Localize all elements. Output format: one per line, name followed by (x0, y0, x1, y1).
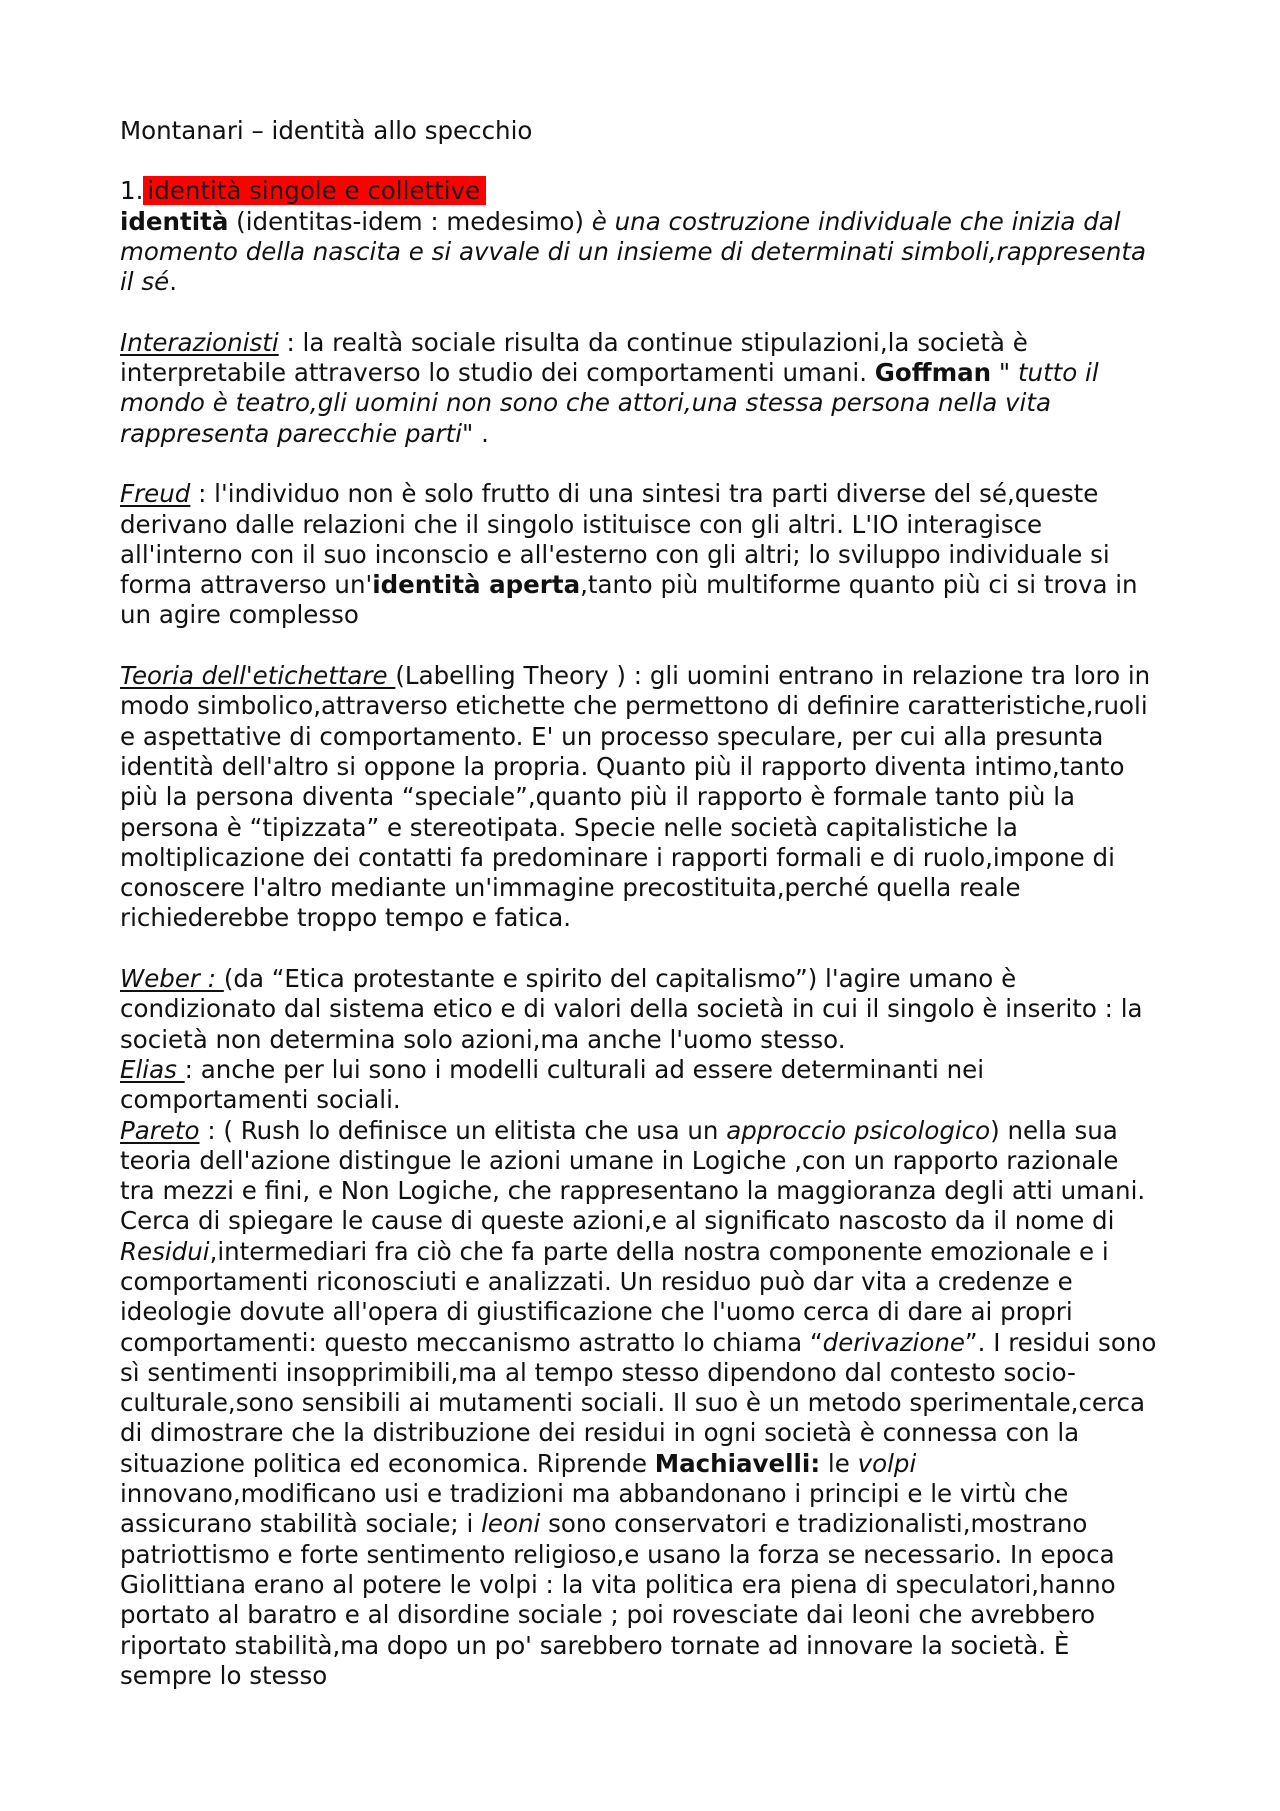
italic-volpi: volpi (857, 1448, 917, 1478)
term-interazionisti: Interazionisti (120, 327, 279, 357)
spacer (120, 297, 1160, 327)
term-weber: Weber : (120, 964, 224, 994)
paragraph-freud (120, 479, 1160, 630)
paragraph-identita (120, 207, 1160, 298)
freud-text-1: : l'individuo non è solo frutto di una sintesi tra parti diverse del sé,queste derivano dalle relazioni che il singolo istituisce con gli altri. L'IO interagisce all'interno con il suo inconscio e all'esterno con gli altri; lo sviluppo individuale si forma attraverso un' (120, 479, 1110, 600)
pareto-text: ”. I residui sono sì sentimenti insopprimibili,ma al tempo stesso dipendono dal contesto socio-culturale,sono sensibili ai mutamenti sociali. Il suo è un metodo sperimentale,cerca di dimostrare che la distribuzione dei residui in ogni società è connessa con la situazione politica ed economica. Riprende (120, 1327, 1157, 1478)
paragraph-pareto (120, 1116, 1160, 1692)
term-identita: identità (120, 206, 229, 236)
italic-derivazione: derivazione (822, 1327, 965, 1357)
paragraph-labelling-theory (120, 661, 1160, 934)
italic-residui: Residui (120, 1236, 210, 1266)
spacer (120, 449, 1160, 479)
italic-approccio: approccio psicologico (726, 1115, 991, 1145)
paragraph-weber (120, 964, 1160, 1055)
goffman-quote: tutto il mondo è teatro,gli uomini non sono che attori,una stessa persona nella vita rappresenta parecchie parti (120, 358, 1099, 448)
interazionisti-text: : la realtà sociale risulta da continue stipulazioni,la società è interpretabile attraverso lo studio dei comportamenti umani. (120, 327, 1028, 388)
name-goffman: Goffman (874, 358, 992, 388)
freud-text-2: ,tanto più multiforme quanto più ci si trova in un agire complesso (120, 570, 1138, 630)
spacer (120, 934, 1160, 964)
pareto-text: innovano,modificano usi e tradizioni ma abbandonano i principi e le virtù che assicurano stabilità sociale; i (120, 1479, 1069, 1539)
term-identita-aperta: identità aperta (372, 570, 581, 600)
italic-leoni: leoni (481, 1509, 541, 1539)
quote-open: " (991, 358, 1018, 388)
pareto-text: ) nella sua teoria dell'azione distingue le azioni umane in Logiche ,con un rapporto razionale tra mezzi e fini, e Non Logiche, che rappresentano la maggioranza degli atti umani. Cerca di spiegare le cause di queste azioni,e al significato nascosto da il nome di (120, 1115, 1146, 1236)
pareto-text: ,intermediari fra ciò che fa parte della nostra componente emozionale e i comportamenti riconosciuti e analizzati. Un residuo può dar vita a credenze e ideologie dovute all'opera di giustificazione che l'uomo cerca di dare ai propri comportamenti: questo meccanismo astratto lo chiama “ (120, 1236, 1109, 1357)
spacer (120, 631, 1160, 661)
term-labelling: Teoria dell'etichettare (120, 661, 396, 691)
definition-end: . (169, 267, 178, 297)
labelling-text: (Labelling Theory ) : gli uomini entrano in relazione tra loro in modo simbolico,attraverso etichette che permettono di definire caratteristiche,ruoli e aspettative di comportamento. E' un processo speculare, per cui alla presunta identità dell'altro si oppone la propria. Quanto più il rapporto diventa intimo,tanto più la persona diventa “speciale”,quanto più il rapporto è formale tanto più la persona è “tipizzata” e stereotipata. Specie nelle società capitalistiche la moltiplicazione dei contatti fa predominare i rapporti formali e di ruolo,impone di conoscere l'altro mediante un'immagine precostituita,perché quella reale richiederebbe troppo tempo e fatica. (120, 661, 1151, 933)
name-machiavelli: Machiavelli: (654, 1448, 821, 1478)
elias-text: : anche per lui sono i modelli culturali ad essere determinanti nei comportamenti sociali. (120, 1054, 985, 1115)
paragraph-elias (120, 1055, 1160, 1116)
pareto-text: le (820, 1448, 858, 1478)
section-number: 1. (120, 176, 144, 206)
term-elias: Elias (120, 1054, 185, 1084)
pareto-text: : ( Rush lo definisce un elitista che usa un (199, 1115, 727, 1145)
term-pareto: Pareto (120, 1115, 200, 1145)
paragraph-interazionisti (120, 328, 1160, 449)
weber-text: (da “Etica protestante e spirito del capitalismo”) l'agire umano è condizionato dal sistema etico e di valori della società in cui il singolo è inserito : la società non determina solo azioni,ma anche l'uomo stesso. (120, 964, 1143, 1054)
pareto-text: sono conservatori e tradizionalisti,mostrano patriottismo e forte sentimento religioso,e usano la forza se necessario. In epoca Giolittiana erano al potere le volpi : la vita politica era piena di speculatori,hanno portato al baratro e al disordine sociale ; poi rovesciate dai leoni che avrebbero riportato stabilità,ma dopo un po' sarebbero tornate ad innovare la società. È sempre lo stesso (120, 1509, 1116, 1690)
document-title: Montanari – identità allo specchio (120, 116, 533, 145)
definition-text: è una costruzione individuale che inizia dal momento della nascita e si avvale di un insieme di determinati simboli,rappresenta il sé (120, 206, 1146, 297)
highlighted-heading: identità singole e collettive (143, 176, 486, 205)
section-heading (120, 176, 1160, 206)
quote-close: " . (462, 418, 489, 448)
etymology-text: (identitas-idem : medesimo) (228, 206, 592, 236)
term-freud: Freud (120, 479, 191, 509)
